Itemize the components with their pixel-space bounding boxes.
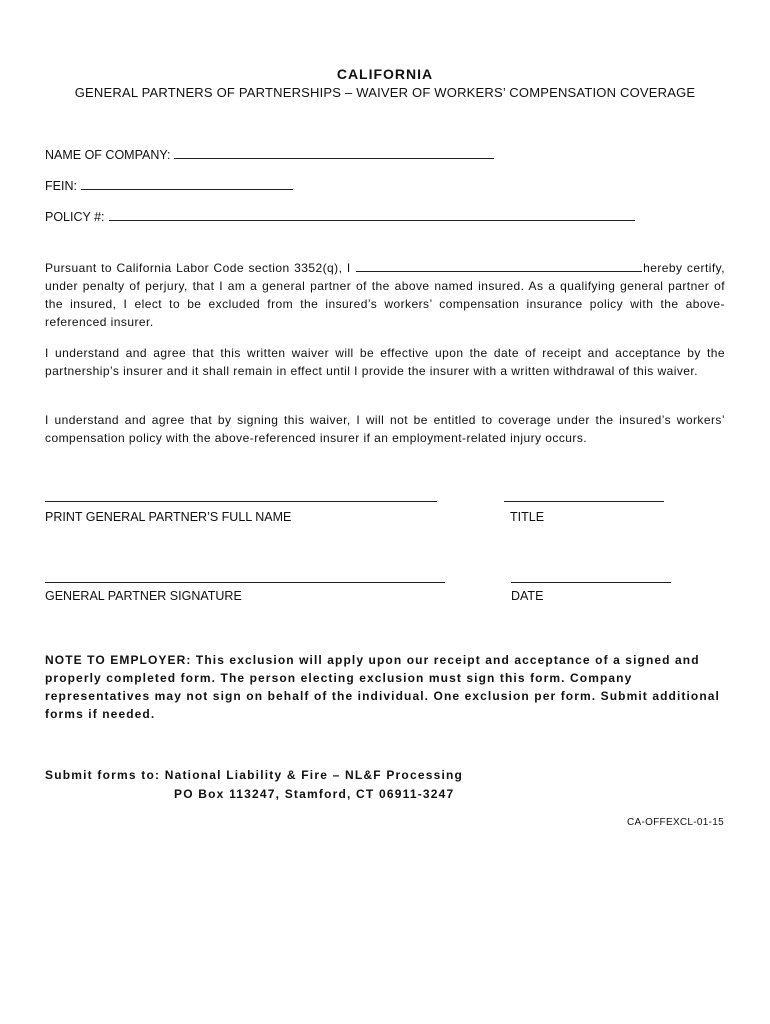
policy-field: [45, 210, 635, 224]
certification-text-end: hereby certify, under penalty of perjury, that I am a general partner of the above named insured. As a qualifying general partner of the insured, I elect to be excluded from the insured’s workers’ compensation insurance policy with the above-referenced insurer.: [45, 261, 725, 329]
waiver-effective-paragraph: I understand and agree that this written waiver will be effective upon the date of receipt and acceptance by the partnership’s insurer and it shall remain in effect until I provide the insurer with a written withdrawal of this waiver.: [45, 346, 725, 378]
fein-field: [45, 179, 293, 193]
policy-label: POLICY #:: [45, 210, 105, 224]
page-title: CALIFORNIA: [336, 66, 434, 82]
policy-input-line[interactable]: [109, 210, 635, 221]
page-subtitle: GENERAL PARTNERS OF PARTNERSHIPS – WAIVER OF WORKERS’ COMPENSATION COVERAGE: [74, 85, 696, 100]
note-to-employer: NOTE TO EMPLOYER: This exclusion will apply upon our receipt and acceptance of a signed and properly completed form. The person electing exclusion must sign this form. Company representatives may not sign on behalf of the individual. One exclusion per form. Submit additional forms if needed.: [45, 653, 720, 721]
certification-text-start: Pursuant to California Labor Code section 3352(q), I: [45, 261, 351, 275]
company-name-label: NAME OF COMPANY:: [45, 148, 171, 162]
partner-name-input-line[interactable]: [356, 261, 642, 272]
certification-paragraph: [45, 259, 725, 331]
fein-label: FEIN:: [45, 179, 77, 193]
form-code: CA-OFFEXCL-01-15: [626, 817, 724, 828]
signature-line[interactable]: [45, 581, 445, 583]
title-label: TITLE: [510, 510, 545, 524]
company-name-input-line[interactable]: [174, 148, 494, 159]
date-signature-line[interactable]: [511, 581, 671, 583]
submit-address-line-2: PO Box 113247, Stamford, CT 06911-3247: [174, 787, 455, 801]
fein-input-line[interactable]: [81, 179, 293, 190]
signature-label: GENERAL PARTNER SIGNATURE: [45, 589, 242, 603]
full-name-signature-line[interactable]: [45, 500, 437, 502]
title-signature-line[interactable]: [504, 500, 664, 502]
date-label: DATE: [511, 589, 544, 603]
submit-address-line-1: Submit forms to: National Liability & Fire – NL&F Processing: [45, 768, 464, 782]
no-coverage-paragraph: I understand and agree that by signing this waiver, I will not be entitled to coverage under the insured’s workers’ compensation policy with the above-referenced insurer if an employment-related injury occurs.: [45, 413, 725, 445]
company-name-field: [45, 148, 494, 162]
full-name-label: PRINT GENERAL PARTNER’S FULL NAME: [45, 510, 292, 524]
